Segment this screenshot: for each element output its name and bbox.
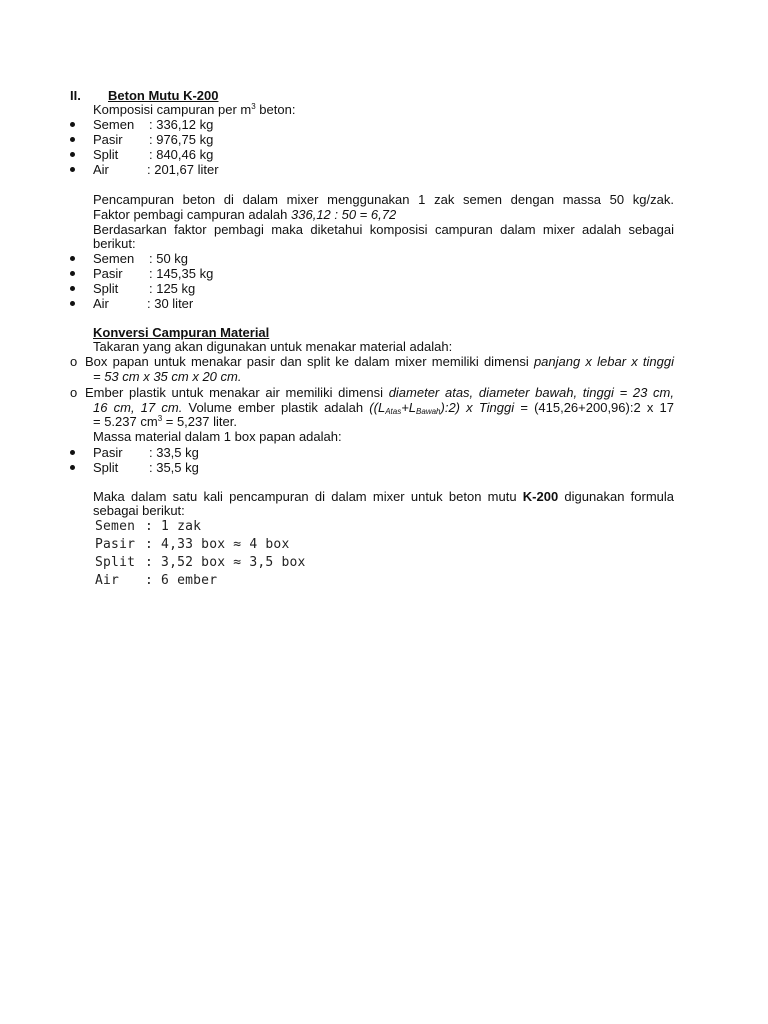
- box-description: Box papan untuk menakar pasir dan split ke dalam mixer memiliki dimensi panjang x lebar x tinggi: [85, 354, 674, 369]
- bullet-icon: [70, 137, 75, 142]
- list-item: Split : 840,46 kg: [93, 147, 214, 162]
- mixing-paragraph-1: Pencampuran beton di dalam mixer menggunakan 1 zak semen dengan massa 50 kg/zak.: [93, 192, 674, 207]
- list-item: Semen : 336,12 kg: [93, 117, 214, 132]
- bucket-volume-result: = 5.237 $cm^3 = 5,237$ liter.: [93, 414, 237, 429]
- composition-intro: Komposisi campuran per $m^3$ beton:: [93, 102, 296, 117]
- bullet-icon: [70, 122, 75, 127]
- conversion-intro: Takaran yang akan digunakan untuk menakar material adalah:: [93, 339, 453, 354]
- list-item: Pasir : 976,75 kg: [93, 132, 214, 147]
- section-title: Beton Mutu K-200: [108, 88, 219, 103]
- mixing-paragraph-3-end: berikut:: [93, 236, 136, 251]
- handwritten-line: Semen : 1 zak: [95, 519, 202, 534]
- mixing-paragraph-2: Faktor pembagi campuran adalah 336,12 : 50 = 6,72: [93, 207, 397, 222]
- list-item: Air : 30 liter: [93, 296, 194, 311]
- bucket-description: Ember plastik untuk menakar air memiliki dimensi diameter atas, diameter bawah, tinggi = 23 cm,: [85, 385, 674, 400]
- list-item: Split : 125 kg: [93, 281, 196, 296]
- circle-bullet-icon: o: [70, 354, 78, 369]
- handwritten-line: Air : 6 ember: [95, 573, 218, 588]
- handwritten-line: Split : 3,52 box ≈ 3,5 box: [95, 555, 306, 570]
- list-item: Pasir : 145,35 kg: [93, 266, 214, 281]
- circle-bullet-icon: o: [70, 385, 78, 400]
- list-item: Air : 201,67 liter: [93, 162, 219, 177]
- bullet-icon: [70, 256, 75, 261]
- box-dimensions: = 53 cm x 35 cm x 20 cm.: [93, 369, 242, 384]
- formula-paragraph-end: sebagai berikut:: [93, 503, 185, 518]
- bullet-icon: [70, 167, 75, 172]
- bullet-icon: [70, 301, 75, 306]
- bullet-icon: [70, 286, 75, 291]
- bullet-icon: [70, 450, 75, 455]
- list-item: Semen : 50 kg: [93, 251, 189, 266]
- bucket-volume: 16 cm, 17 cm. Volume ember plastik adalah $((L_{Atas}+L_{Bawah}):2)$ x Tinggi = (415,26+200,96):2 x 17: [93, 400, 674, 416]
- mixing-paragraph-3: Berdasarkan faktor pembagi maka diketahui komposisi campuran dalam mixer adalah sebagai: [93, 222, 674, 237]
- section-number: II.: [70, 88, 81, 103]
- list-item: Split : 35,5 kg: [93, 460, 199, 475]
- handwritten-line: Pasir : 4,33 box ≈ 4 box: [95, 537, 290, 552]
- bullet-icon: [70, 152, 75, 157]
- bullet-icon: [70, 465, 75, 470]
- conversion-title: Konversi Campuran Material: [93, 325, 270, 340]
- bullet-icon: [70, 271, 75, 276]
- list-item: Pasir : 33,5 kg: [93, 445, 199, 460]
- formula-paragraph: Maka dalam satu kali pencampuran di dalam mixer untuk beton mutu K-200 digunakan formula: [93, 489, 674, 504]
- box-mass-intro: Massa material dalam 1 box papan adalah:: [93, 429, 342, 444]
